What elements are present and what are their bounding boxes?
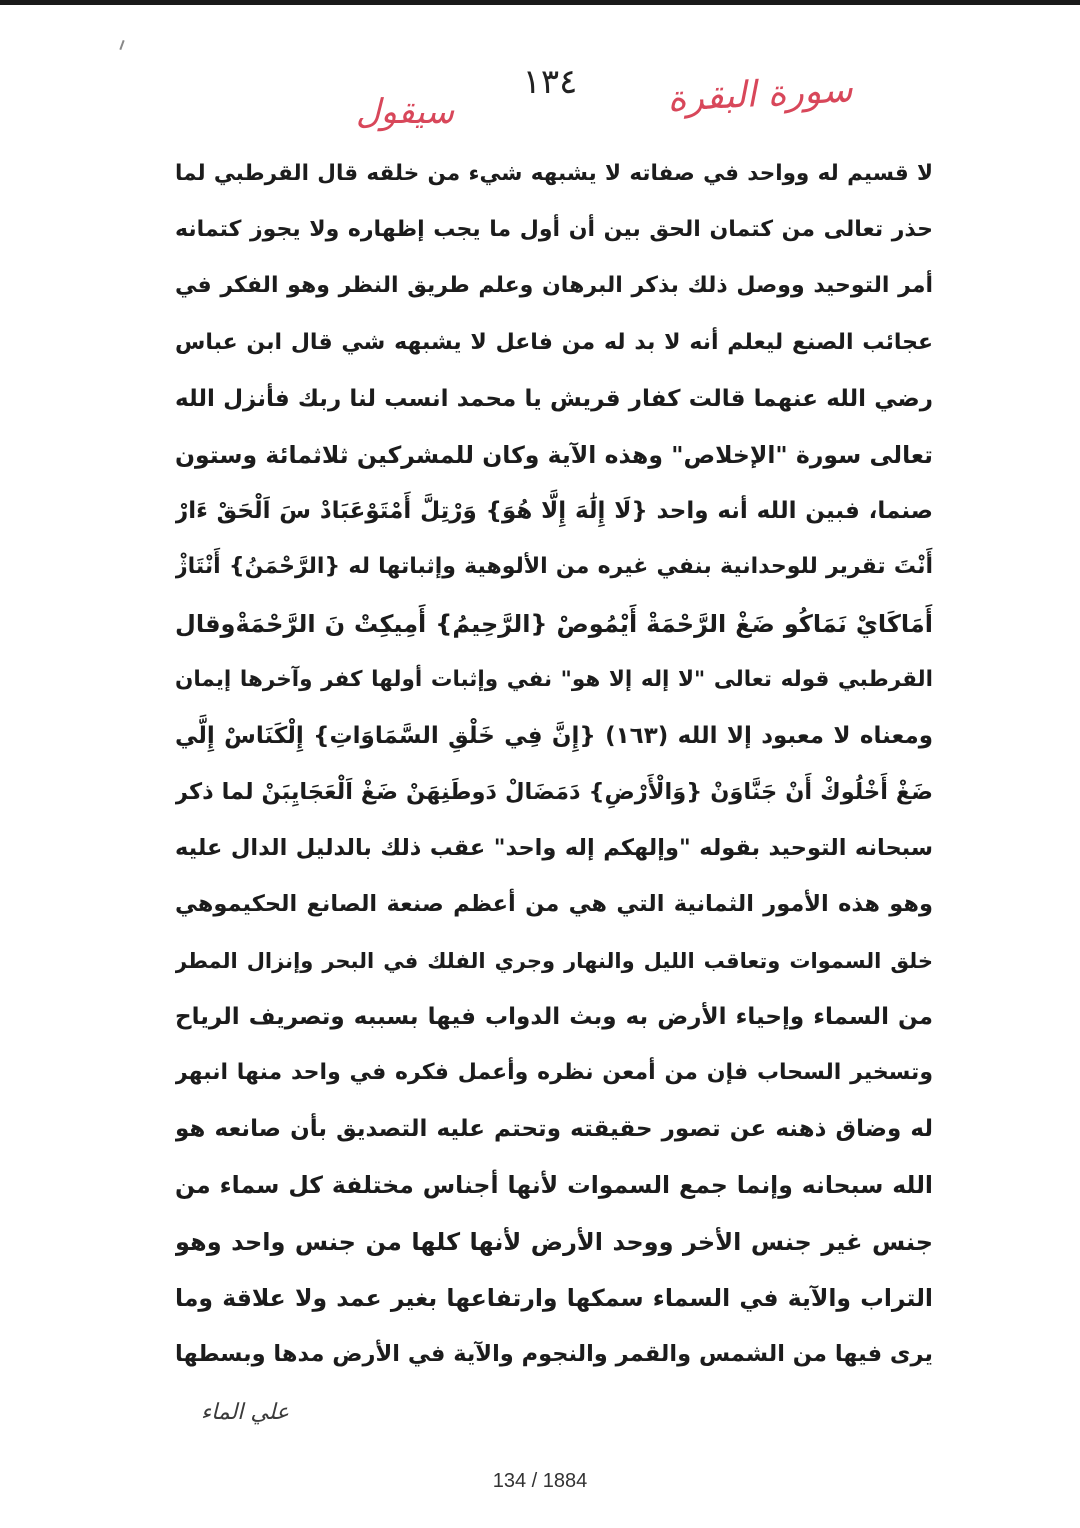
- text-line: من السماء وإحياء الأرض به وبث الدواب فيها بسببه وتصريف الرياح: [175, 1003, 933, 1030]
- text-line: حذر تعالى من كتمان الحق بين أن أول ما يجب إظهاره ولا يجوز كتمانه: [175, 217, 933, 243]
- text-line: أَمَاكَايْ نَمَاكُو ضَغْ الرَّحْمَةْ أَيْمُوصْ {الرَّحِيمُ} أَمِيكِتْ نَ الرَّحْمَةْوقال: [175, 609, 933, 638]
- handwritten-juz-name: سيقول: [355, 92, 455, 132]
- scan-top-edge: [0, 0, 1080, 5]
- text-line: التراب والآية في السماء سمكها وارتفاعها بغير عمد ولا علاقة وما: [175, 1283, 933, 1312]
- text-line: رضي الله عنهما قالت كفار قريش يا محمد انسب لنا ربك فأنزل الله: [175, 385, 933, 412]
- body-text: [175, 146, 933, 1382]
- page-number: ١٣٤: [522, 62, 578, 102]
- text-line: وتسخير السحاب فإن من أمعن نظره وأعمل فكره في واحد منها انبهر: [175, 1060, 933, 1085]
- text-line: أمر التوحيد ووصل ذلك بذكر البرهان وعلم طريق النظر وهو الفكر في: [175, 273, 933, 299]
- text-line: صنما، فبين الله أنه واحد {لَا إِلَٰهَ إِلَّا هُوَ} وَرْتِلَّ أَمْتَوْعَبَادْ سَ اَلْحَقْ ءَارْ: [175, 498, 933, 525]
- text-line: وهو هذه الأمور الثمانية التي هي من أعظم صنعة الصانع الحكيموهي: [175, 891, 933, 918]
- text-line: يرى فيها من الشمس والقمر والنجوم والآية في الأرض مدها وبسطها: [175, 1340, 933, 1367]
- text-line: له وضاق ذهنه عن تصور حقيقته وتحتم عليه التصديق بأن صانعه هو: [175, 1116, 933, 1143]
- text-line: خلق السموات وتعاقب الليل والنهار وجري الفلك في البحر وإنزال المطر: [175, 948, 933, 973]
- handwritten-surah-title: سورة البقرة: [666, 69, 854, 120]
- text-line: سبحانه التوحيد بقوله "وإلهكم إله واحد" عقب ذلك بالدليل الدال عليه: [175, 835, 933, 862]
- stray-pen-mark: [119, 40, 124, 50]
- text-line: لا قسيم له وواحد في صفاته لا يشبهه شيء من خلقه قال القرطبي لما: [175, 161, 933, 186]
- text-line: تعالى سورة "الإخلاص" وهذه الآية وكان للمشركين ثلاثمائة وستون: [175, 440, 933, 469]
- handwritten-signature: علي الماء: [200, 1400, 290, 1425]
- text-line: ومعناه لا معبود إلا الله (١٦٣) {إِنَّ فِي خَلْقِ السَّمَاوَاتِ} إِلْكَنَاسْ إِلَّي: [175, 722, 933, 749]
- text-line: ضَغْ أَخْلُوكْ أَنْ جَنَّاوَنْ {وَالْأَرْضِ} دَمَضَالْ دَوطَنِهَنْ ضَغْ اَلْعَجَايِبَنْ لما ذكر: [175, 779, 933, 806]
- text-line: الله سبحانه وإنما جمع السموات لأنها أجناس مختلفة كل سماء من: [175, 1171, 933, 1200]
- text-line: جنس غير جنس الأخر ووحد الأرض لأنها كلها من جنس واحد وهو: [175, 1227, 933, 1256]
- text-line: أَنْتَ تقرير للوحدانية بنفي غيره من الألوهية وإثباتها له {الرَّحْمَنُ} أَنْتَاژْ: [175, 554, 933, 580]
- page-counter: 134 / 1884: [492, 1470, 588, 1492]
- text-line: عجائب الصنع ليعلم أنه لا بد له من فاعل لا يشبهه شي قال ابن عباس: [175, 329, 933, 355]
- text-line: القرطبي قوله تعالى "لا إله إلا هو" نفي وإثبات أولها كفر وآخرها إيمان: [175, 666, 933, 692]
